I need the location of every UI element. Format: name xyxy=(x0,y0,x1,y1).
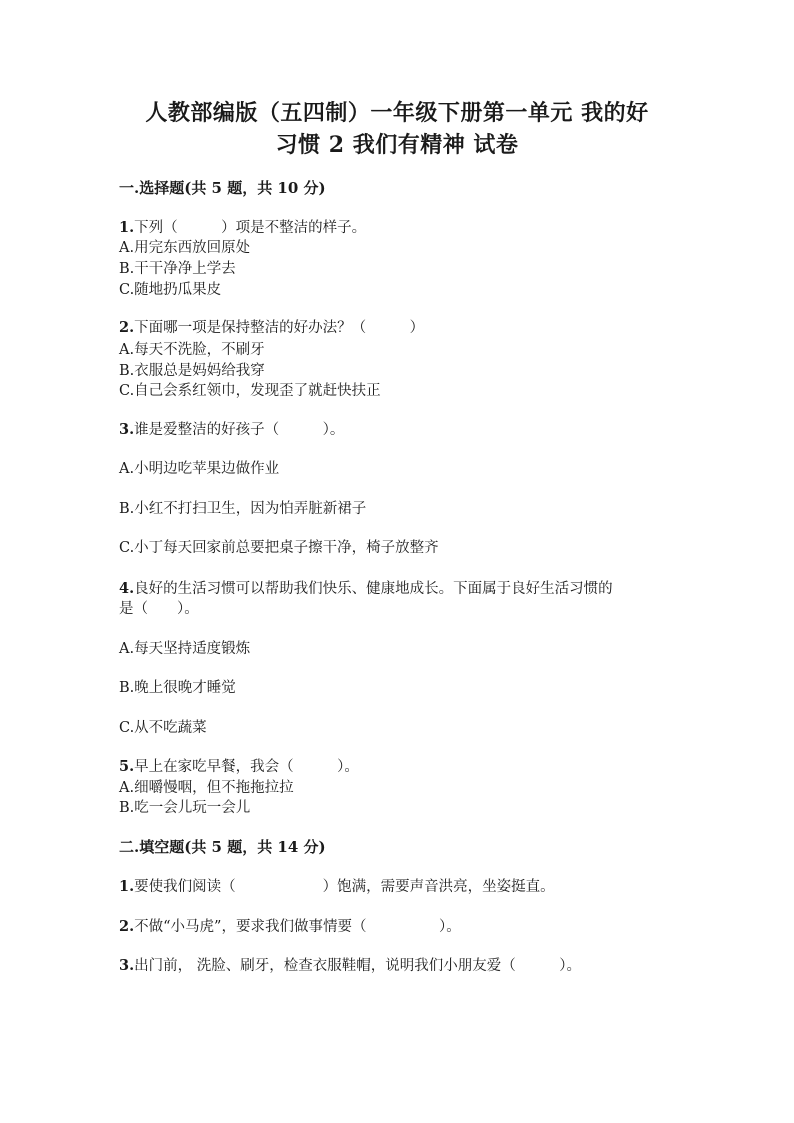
fill-question-1 xyxy=(119,877,555,897)
option-a: A.细嚼慢咽，但不拖拖拉拉 xyxy=(119,780,294,796)
fill-question-2 xyxy=(119,917,461,937)
option-a: A.用完东西放回原处 xyxy=(119,240,251,256)
question-number: 4. xyxy=(119,580,135,597)
option-b: B.吃一会儿玩一会儿 xyxy=(119,800,251,816)
question-stem: 要使我们阅读（ ）饱满，需要声音洪亮，坐姿挺直。 xyxy=(134,879,555,895)
question-stem: 不做“小马虎”，要求我们做事情要（ ）。 xyxy=(134,919,461,935)
question-2 xyxy=(119,318,424,338)
section-heading-choice: 一.选择题(共 5 题，共 10 分) xyxy=(119,179,326,197)
page-title-line-2: 习惯 2 我们有精神 试卷 xyxy=(275,132,519,158)
option-b: B.干干净净上学去 xyxy=(119,261,236,277)
question-stem: 下面哪一项是保持整洁的好办法？（ ） xyxy=(134,320,425,336)
question-5 xyxy=(119,757,359,777)
question-stem: 早上在家吃早餐，我会（ ）。 xyxy=(134,759,359,775)
question-3 xyxy=(119,420,344,440)
question-4 xyxy=(119,579,613,599)
option-a: A.小明边吃苹果边做作业 xyxy=(119,461,280,477)
question-number: 1. xyxy=(119,219,135,236)
option-a: A.每天不洗脸，不刷牙 xyxy=(119,342,265,358)
option-b: B.晚上很晚才睡觉 xyxy=(119,680,236,696)
question-number: 3. xyxy=(119,957,135,974)
question-stem: 出门前， 洗脸、刷牙，检查衣服鞋帽，说明我们小朋友爱（ ）。 xyxy=(134,958,581,974)
option-c: C.自己会系红领巾，发现歪了就赶快扶正 xyxy=(119,383,381,399)
question-number: 2. xyxy=(119,918,135,935)
question-1 xyxy=(119,218,366,238)
option-c: C.从不吃蔬菜 xyxy=(119,720,207,736)
option-b: B.小红不打扫卫生，因为怕弄脏新裙子 xyxy=(119,501,367,517)
section-heading-fill: 二.填空题(共 5 题，共 14 分) xyxy=(119,838,326,856)
question-stem: 下列（ ）项是不整洁的样子。 xyxy=(134,220,367,236)
question-number: 1. xyxy=(119,878,135,895)
question-stem: 谁是爱整洁的好孩子（ ）。 xyxy=(134,422,345,438)
option-b: B.衣服总是妈妈给我穿 xyxy=(119,363,265,379)
question-number: 3. xyxy=(119,421,135,438)
question-4-stem-continued: 是（ ）。 xyxy=(119,601,199,617)
option-a: A.每天坚持适度锻炼 xyxy=(119,641,251,657)
page-title-line-1: 人教部编版（五四制）一年级下册第一单元 我的好 xyxy=(145,100,649,126)
option-c: C.随地扔瓜果皮 xyxy=(119,282,222,298)
option-c: C.小丁每天回家前总要把桌子擦干净，椅子放整齐 xyxy=(119,540,439,556)
question-number: 2. xyxy=(119,319,135,336)
fill-question-3 xyxy=(119,956,581,976)
question-stem: 良好的生活习惯可以帮助我们快乐、健康地成长。下面属于良好生活习惯的 xyxy=(134,581,613,597)
question-number: 5. xyxy=(119,758,135,775)
